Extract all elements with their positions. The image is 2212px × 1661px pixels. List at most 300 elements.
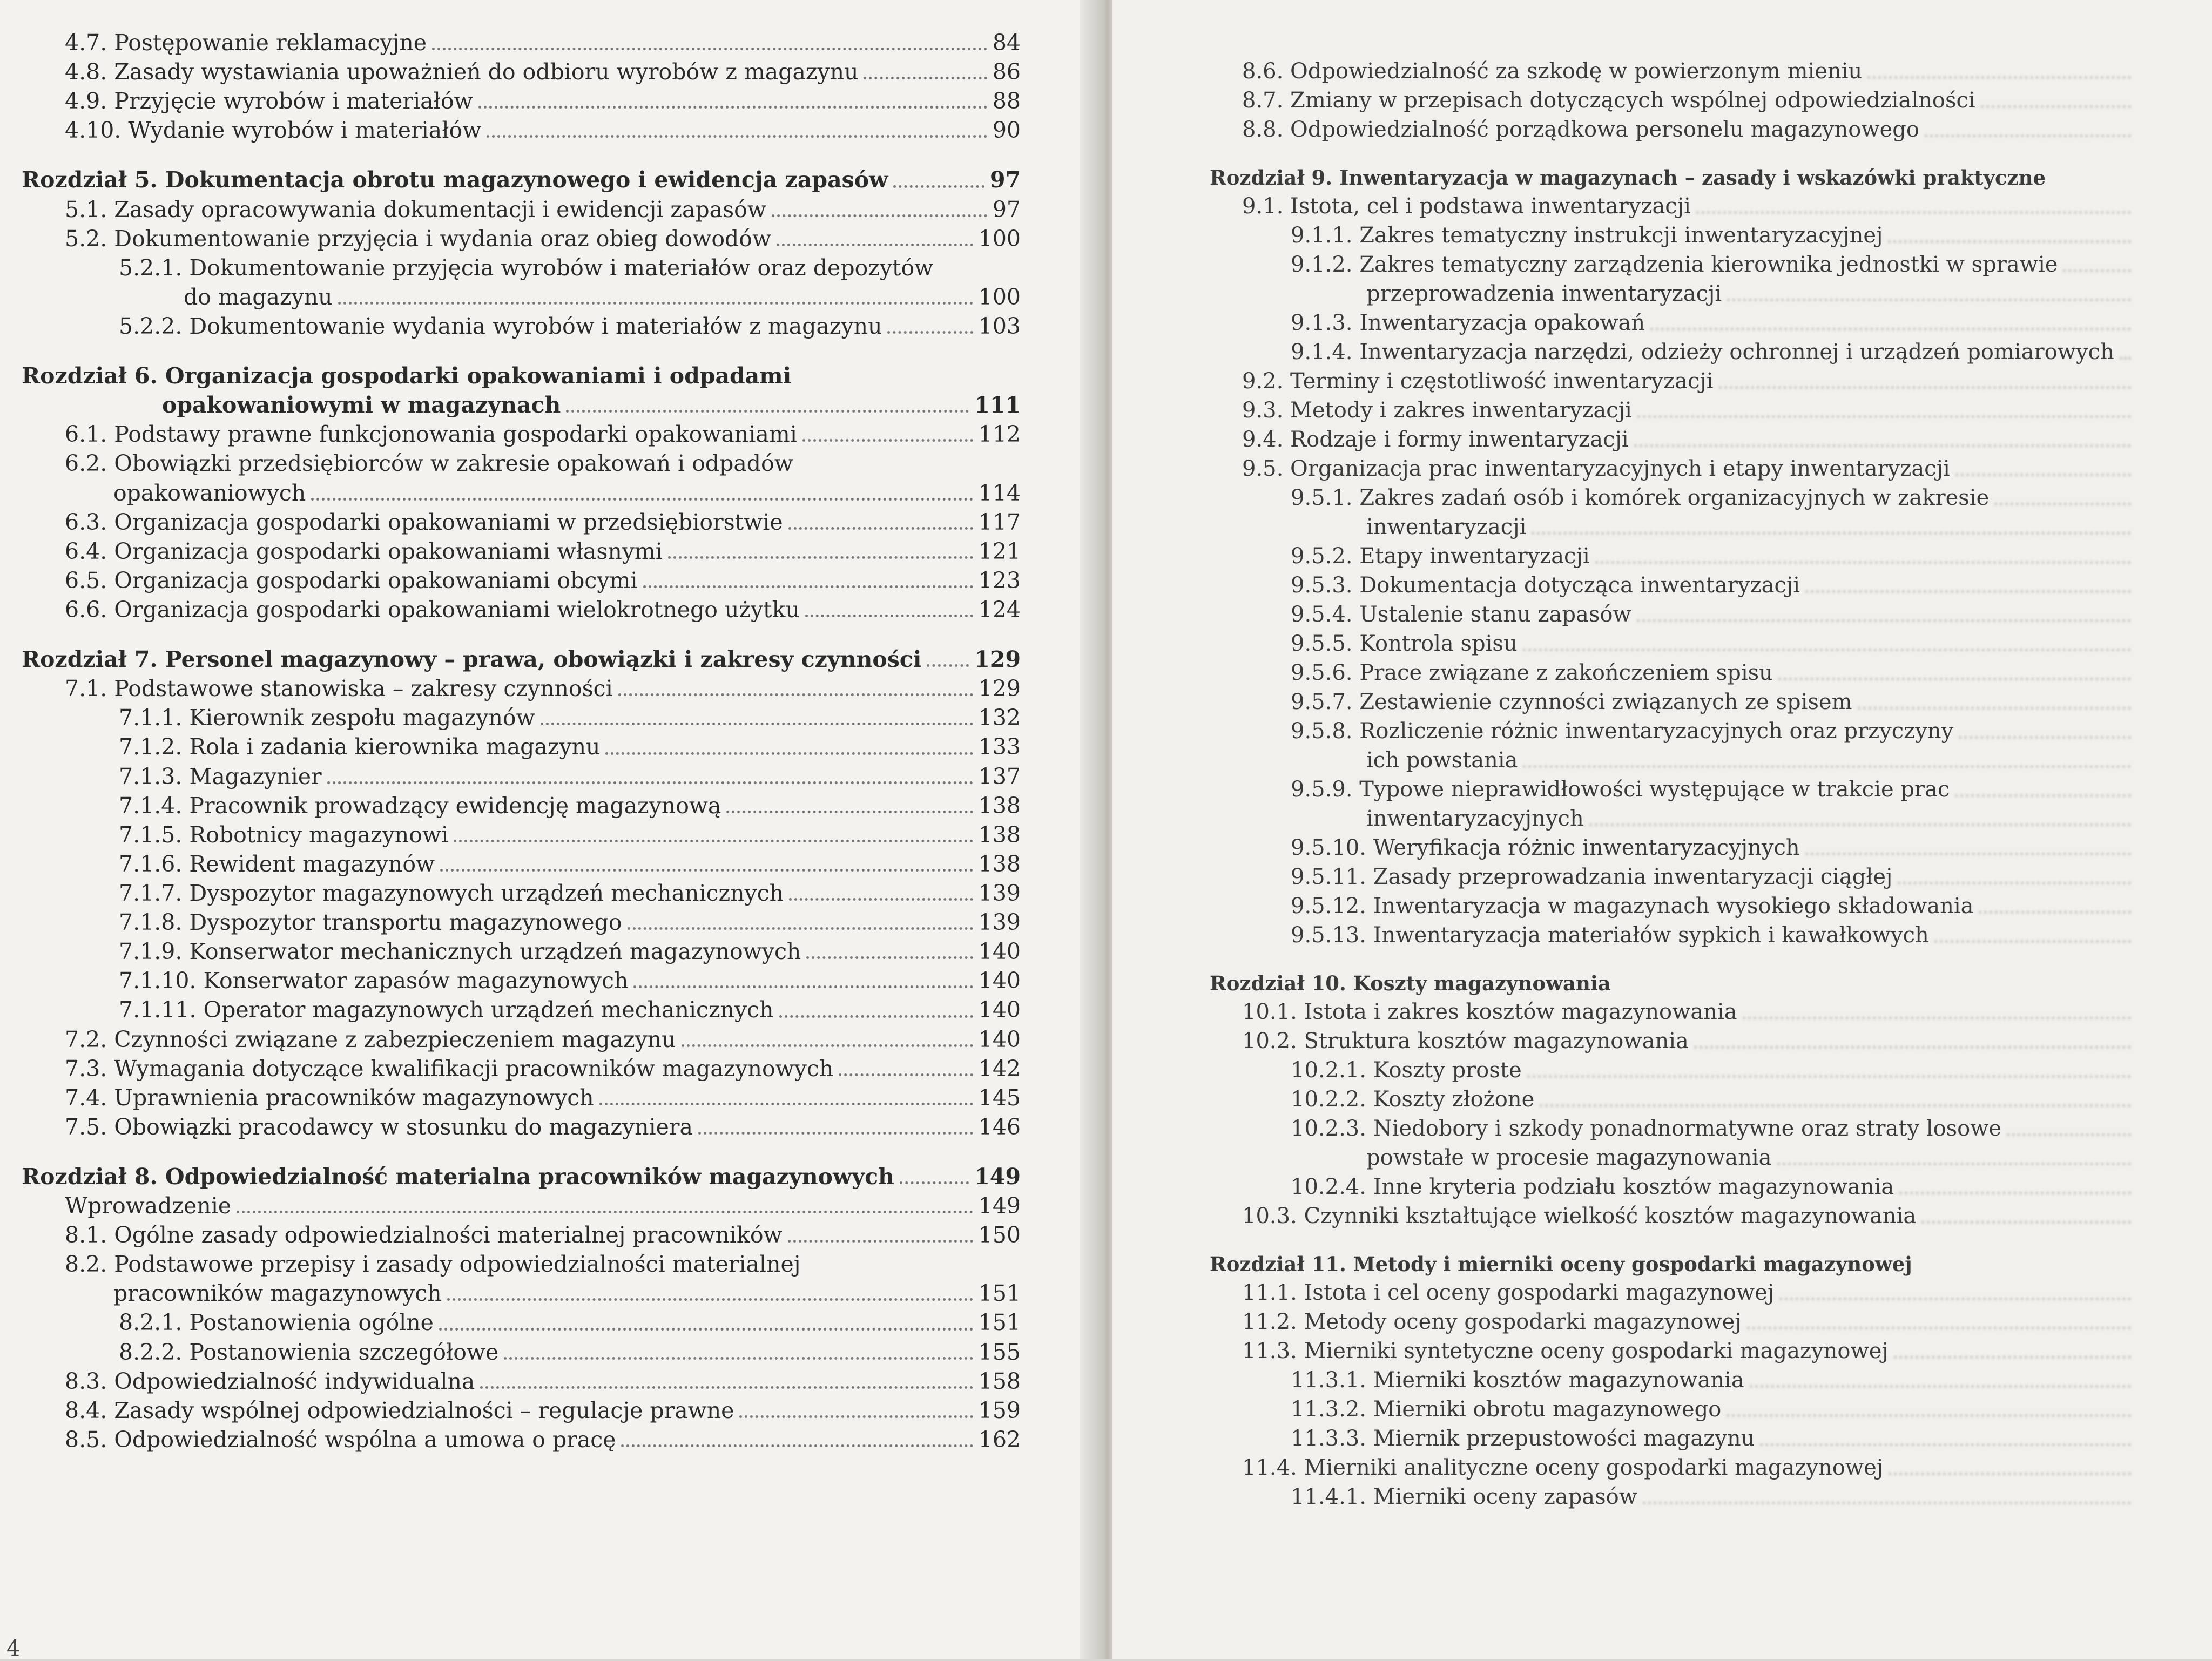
toc-page-number: 151 — [978, 1280, 1021, 1307]
toc-entry-title: 6.5. Organizacja gospodarki opakowaniami obcymi — [65, 567, 638, 593]
dot-leader — [1955, 794, 2131, 797]
toc-entry-title: 8.5. Odpowiedzialność wspólna a umowa o pracę — [65, 1426, 616, 1453]
toc-entry — [1210, 658, 2136, 687]
toc-entry — [1210, 1278, 2136, 1307]
toc-entry-title: 4.8. Zasady wystawiania upoważnień do odbioru wyrobów z magazynu — [65, 59, 859, 85]
dot-leader — [621, 1444, 973, 1447]
dot-leader — [1899, 1192, 2131, 1194]
toc-entry — [1210, 775, 2136, 804]
toc-entry — [22, 57, 1021, 86]
dot-leader — [237, 1211, 973, 1213]
toc-entry — [22, 762, 1021, 791]
toc-entry — [22, 449, 1021, 478]
toc-page-number: 97 — [989, 167, 1021, 193]
dot-leader — [487, 135, 987, 138]
toc-page-number: 149 — [978, 1193, 1021, 1219]
toc-entry-title: 4.7. Postępowanie reklamacyjne — [65, 30, 427, 56]
toc-entry-title: 9.5.2. Etapy inwentaryzacji — [1291, 543, 1590, 569]
toc-entry-title: 9.5.9. Typowe nieprawidłowości występujące w trakcie prac — [1291, 777, 1950, 802]
toc-entry-title: opakowaniowymi w magazynach — [162, 392, 561, 418]
dot-leader — [887, 331, 973, 334]
right-toc-list — [1210, 57, 2136, 1511]
toc-entry — [22, 1025, 1021, 1054]
dot-leader — [927, 664, 969, 667]
toc-entry-title: 9.5.6. Prace związane z zakończeniem spisu — [1291, 660, 1773, 685]
toc-page-number: 145 — [978, 1084, 1021, 1111]
toc-entry — [1210, 1482, 2136, 1511]
toc-entry-title: 9.1. Istota, cel i podstawa inwentaryzacji — [1242, 193, 1691, 219]
toc-entry — [1210, 454, 2136, 483]
dot-leader — [806, 956, 973, 959]
toc-entry — [22, 116, 1021, 145]
dot-leader — [698, 1132, 973, 1135]
dot-leader — [1777, 1163, 2131, 1165]
toc-entry-title: przeprowadzenia inwentaryzacji — [1366, 281, 1722, 306]
toc-entry-title: 10.2. Struktura kosztów magazynowania — [1242, 1028, 1689, 1054]
toc-entry — [1210, 629, 2136, 658]
dot-leader — [1955, 474, 2131, 476]
toc-entry-title: Rozdział 11. Metody i mierniki oceny gospodarki magazynowej — [1210, 1252, 1912, 1276]
toc-page-number: 129 — [974, 646, 1021, 673]
toc-entry-title: 9.5.13. Inwentaryzacja materiałów sypkich i kawałkowych — [1291, 922, 1929, 948]
toc-chapter-entry — [1210, 1251, 2136, 1278]
dot-leader — [338, 302, 973, 305]
toc-entry-title: pracowników magazynowych — [113, 1280, 442, 1307]
toc-entry-title: 9.1.1. Zakres tematyczny instrukcji inwentaryzacyjnej — [1291, 222, 1883, 248]
dot-leader — [788, 1240, 973, 1243]
right-page — [1112, 0, 2212, 1659]
toc-entry — [22, 28, 1021, 57]
toc-chapter-entry — [22, 165, 1021, 194]
toc-entry-title: 7.1.10. Konserwator zapasów magazynowych — [119, 968, 629, 994]
toc-entry-title: 8.2. Podstawowe przepisy i zasady odpowiedzialności materialnej — [65, 1251, 801, 1278]
toc-entry-title: 11.3.3. Miernik przepustowości magazynu — [1291, 1426, 1755, 1451]
toc-entry — [22, 478, 1021, 508]
toc-entry — [22, 1054, 1021, 1083]
toc-page-number: 90 — [992, 117, 1021, 144]
toc-entry — [22, 312, 1021, 341]
dot-leader — [633, 985, 973, 988]
dot-leader — [1694, 1046, 2131, 1049]
toc-entry — [1210, 862, 2136, 892]
toc-entry-title: 9.5.3. Dokumentacja dotycząca inwentaryzacji — [1291, 572, 1800, 598]
toc-page-number: 132 — [978, 705, 1021, 731]
toc-entry-title: 9.3. Metody i zakres inwentaryzacji — [1242, 397, 1632, 423]
toc-entry — [1210, 1395, 2136, 1424]
dot-leader — [1643, 1502, 2131, 1504]
toc-entry-title: Rozdział 8. Odpowiedzialność materialna pracowników magazynowych — [22, 1163, 894, 1190]
dot-leader — [1858, 707, 2131, 710]
toc-entry-title: Rozdział 5. Dokumentacja obrotu magazynowego i ewidencja zapasów — [22, 167, 888, 193]
dot-leader — [1637, 415, 2131, 418]
toc-entry — [22, 849, 1021, 879]
toc-entry-title: 9.5. Organizacja prac inwentaryzacyjnych i etapy inwentaryzacji — [1242, 456, 1950, 481]
dot-leader — [1532, 532, 2131, 535]
toc-entry-title: powstałe w procesie magazynowania — [1366, 1145, 1772, 1170]
toc-chapter-entry — [22, 1162, 1021, 1191]
dot-leader — [900, 1181, 969, 1184]
toc-entry — [22, 1279, 1021, 1308]
toc-entry — [22, 1191, 1021, 1220]
toc-entry — [1210, 57, 2136, 86]
toc-entry-title: 11.4. Mierniki analityczne oceny gospodarki magazynowej — [1242, 1455, 1884, 1480]
toc-page-number: 138 — [978, 850, 1021, 877]
toc-entry — [1210, 425, 2136, 454]
toc-entry-title: 11.4.1. Mierniki oceny zapasów — [1291, 1484, 1637, 1509]
toc-entry-title: 6.4. Organizacja gospodarki opakowaniami własnymi — [65, 538, 663, 564]
toc-entry-title: Wprowadzenie — [65, 1193, 232, 1219]
toc-entry — [22, 1250, 1021, 1279]
toc-entry-title: 8.7. Zmiany w przepisach dotyczących wspólnej odpowiedzialności — [1242, 88, 1975, 113]
toc-entry — [22, 879, 1021, 908]
toc-page-number: 159 — [978, 1397, 1021, 1423]
toc-entry-title: 7.1.4. Pracownik prowadzący ewidencję magazynową — [119, 792, 721, 819]
toc-entry — [1210, 1366, 2136, 1395]
dot-leader — [726, 811, 973, 813]
dot-leader — [1925, 134, 2131, 137]
toc-page-number: 103 — [978, 313, 1021, 339]
toc-entry — [1210, 115, 2136, 144]
toc-entry-title: 5.1. Zasady opracowywania dokumentacji i ewidencji zapasów — [65, 196, 766, 222]
toc-entry-title: 11.1. Istota i cel oceny gospodarki magazynowej — [1242, 1280, 1775, 1305]
toc-entry — [1210, 1114, 2136, 1143]
dot-leader — [618, 693, 973, 696]
toc-entry — [22, 995, 1021, 1024]
left-page-number: 4 — [6, 1636, 21, 1661]
dot-leader — [739, 1415, 973, 1418]
toc-page-number: 88 — [992, 88, 1021, 114]
toc-entry-title: Rozdział 10. Koszty magazynowania — [1210, 971, 1611, 995]
toc-page-number: 137 — [978, 763, 1021, 789]
dot-leader — [1805, 590, 2131, 593]
toc-entry — [22, 791, 1021, 820]
dot-leader — [805, 615, 973, 617]
toc-entry-title: opakowaniowych — [113, 480, 306, 506]
dot-leader — [1540, 1104, 2131, 1107]
toc-entry-title: 11.2. Metody oceny gospodarki magazynowej — [1242, 1309, 1742, 1334]
dot-leader — [1743, 1017, 2131, 1019]
toc-entry — [1210, 483, 2136, 512]
toc-page-number: 155 — [978, 1339, 1021, 1365]
dot-leader — [628, 927, 973, 930]
toc-page-number: 146 — [978, 1113, 1021, 1140]
toc-page-number: 140 — [978, 1026, 1021, 1052]
dot-leader — [893, 185, 984, 188]
toc-entry-title: 7.1.11. Operator magazynowych urządzeń mechanicznych — [119, 997, 774, 1023]
toc-entry-title: 11.3.1. Mierniki kosztów magazynowania — [1291, 1367, 1744, 1393]
toc-entry-title: 7.1.2. Rola i zadania kierownika magazynu — [119, 734, 601, 760]
toc-entry — [1210, 746, 2136, 775]
toc-entry-title: 11.3. Mierniki syntetyczne oceny gospodarki magazynowej — [1242, 1338, 1889, 1363]
toc-entry-title: 8.6. Odpowiedzialność za szkodę w powierzonym mieniu — [1242, 59, 1863, 84]
dot-leader — [454, 840, 973, 842]
toc-entry-title: 6.3. Organizacja gospodarki opakowaniami w przedsiębiorstwie — [65, 509, 783, 535]
toc-page-number: 138 — [978, 792, 1021, 819]
toc-entry — [22, 732, 1021, 761]
toc-entry-title: 10.2.4. Inne kryteria podziału kosztów magazynowania — [1291, 1174, 1894, 1199]
toc-entry-title: 10.2.3. Niedobory i szkody ponadnormatywne oraz straty losowe — [1291, 1116, 2002, 1141]
dot-leader — [1921, 1221, 2131, 1224]
toc-page-number: 112 — [978, 421, 1021, 448]
dot-leader — [1750, 1385, 2131, 1388]
toc-entry-title: 8.2.2. Postanowienia szczegółowe — [119, 1339, 499, 1365]
toc-entry — [22, 86, 1021, 116]
toc-page-number: 139 — [978, 909, 1021, 936]
toc-entry-title: 6.1. Podstawy prawne funkcjonowania gospodarki opakowaniami — [65, 421, 797, 448]
toc-entry-title: 9.5.12. Inwentaryzacja w magazynach wysokiego składowania — [1291, 893, 1974, 919]
toc-entry — [1210, 279, 2136, 308]
toc-entry — [1210, 337, 2136, 367]
toc-page-number: 158 — [978, 1368, 1021, 1394]
dot-leader — [1888, 240, 2131, 243]
toc-entry-title: 7.1.7. Dyspozytor magazynowych urządzeń mechanicznych — [119, 880, 784, 906]
toc-entry-title: 8.2.1. Postanowienia ogólne — [119, 1309, 434, 1336]
toc-entry — [1210, 997, 2136, 1027]
toc-entry — [1210, 1056, 2136, 1085]
dot-leader — [447, 1298, 973, 1301]
dot-leader — [779, 1015, 973, 1018]
toc-entry — [22, 224, 1021, 253]
left-toc-list — [22, 28, 1021, 1454]
toc-entry — [22, 195, 1021, 224]
dot-leader — [668, 556, 973, 559]
toc-entry-title: 5.2.1. Dokumentowanie przyjęcia wyrobów i materiałów oraz depozytów — [119, 254, 934, 281]
dot-leader — [1523, 649, 2131, 651]
toc-entry-title: 9.5.5. Kontrola spisu — [1291, 631, 1518, 656]
dot-leader — [1898, 882, 2131, 884]
dot-leader — [2007, 1133, 2131, 1136]
toc-chapter-entry — [22, 361, 1021, 390]
toc-entry-title: 8.3. Odpowiedzialność indywidualna — [65, 1368, 475, 1394]
toc-entry — [1210, 250, 2136, 279]
toc-page-number: 114 — [978, 480, 1021, 506]
toc-page-number: 140 — [978, 938, 1021, 965]
toc-entry-title: do magazynu — [184, 283, 333, 310]
dot-leader — [1595, 561, 2131, 564]
dot-leader — [772, 214, 987, 217]
dot-leader — [1634, 444, 2131, 447]
dot-leader — [802, 439, 973, 442]
dot-leader — [1934, 940, 2131, 943]
toc-entry — [22, 566, 1021, 595]
toc-entry — [22, 253, 1021, 282]
dot-leader — [1981, 105, 2131, 108]
toc-entry — [1210, 396, 2136, 425]
toc-entry-title: 6.6. Organizacja gospodarki opakowaniami wielokrotnego użytku — [65, 596, 800, 623]
toc-entry — [22, 966, 1021, 995]
dot-leader — [1727, 299, 2131, 301]
toc-entry — [1210, 921, 2136, 950]
dot-leader — [1589, 823, 2131, 826]
toc-page-number: 111 — [974, 392, 1021, 418]
toc-entry — [1210, 221, 2136, 250]
toc-page-number: 97 — [992, 196, 1021, 222]
toc-entry — [22, 1425, 1021, 1454]
dot-leader — [1779, 1298, 2131, 1300]
dot-leader — [1889, 1473, 2131, 1475]
toc-entry — [22, 820, 1021, 849]
dot-leader — [478, 106, 987, 109]
dot-leader — [439, 1328, 973, 1331]
toc-page-number: 100 — [978, 225, 1021, 252]
dot-leader — [1760, 1443, 2131, 1446]
toc-page-number: 140 — [978, 968, 1021, 994]
toc-page-number: 86 — [992, 59, 1021, 85]
toc-page-number: 162 — [978, 1426, 1021, 1453]
toc-entry — [1210, 833, 2136, 862]
toc-entry — [22, 1367, 1021, 1396]
toc-entry — [1210, 892, 2136, 921]
toc-page-number: 151 — [978, 1309, 1021, 1336]
toc-entry-title: 7.1.6. Rewident magazynów — [119, 850, 435, 877]
toc-page-number: 100 — [978, 283, 1021, 310]
dot-leader — [566, 410, 969, 413]
toc-page-number: 129 — [978, 676, 1021, 702]
dot-leader — [789, 898, 973, 901]
dot-leader — [327, 781, 973, 784]
toc-entry — [22, 1083, 1021, 1112]
dot-leader — [1696, 211, 2131, 214]
toc-page-number: 124 — [978, 596, 1021, 623]
toc-page-number: 133 — [978, 734, 1021, 760]
toc-entry-title: 4.9. Przyjęcie wyrobów i materiałów — [65, 88, 473, 114]
toc-entry — [1210, 1085, 2136, 1114]
dot-leader — [1523, 765, 2131, 768]
dot-leader — [311, 498, 973, 501]
toc-entry — [1210, 1201, 2136, 1231]
toc-entry — [1210, 600, 2136, 629]
toc-entry-title: 8.4. Zasady wspólnej odpowiedzialności – regulacje prawne — [65, 1397, 734, 1423]
toc-entry — [1210, 1307, 2136, 1336]
toc-entry-title: 7.1.1. Kierownik zespołu magazynów — [119, 705, 535, 731]
dot-leader — [1650, 328, 2131, 330]
toc-entry — [1210, 542, 2136, 571]
toc-entry-title: 9.5.7. Zestawienie czynności związanych ze spisem — [1291, 689, 1852, 714]
toc-entry — [1210, 571, 2136, 600]
toc-entry — [1210, 1143, 2136, 1172]
dot-leader — [2120, 357, 2131, 360]
toc-entry-title: 7.1.8. Dyspozytor transportu magazynowego — [119, 909, 622, 936]
toc-entry-title: 5.2. Dokumentowanie przyjęcia i wydania oraz obieg dowodów — [65, 225, 772, 252]
dot-leader — [432, 48, 987, 50]
toc-chapter-entry — [22, 645, 1021, 674]
toc-entry — [1210, 687, 2136, 717]
toc-chapter-entry — [1210, 165, 2136, 192]
toc-entry-title: 7.2. Czynności związane z zabezpieczeniem magazynu — [65, 1026, 676, 1052]
toc-entry — [1210, 512, 2136, 542]
toc-page-number: 149 — [974, 1163, 1021, 1190]
toc-entry-title: Rozdział 6. Organizacja gospodarki opakowaniami i odpadami — [22, 363, 792, 389]
toc-entry — [1210, 1453, 2136, 1482]
toc-entry-title: Rozdział 9. Inwentaryzacja w magazynach – zasady i wskazówki praktyczne — [1210, 166, 2046, 190]
dot-leader — [541, 723, 973, 725]
toc-entry-title: 9.5.8. Rozliczenie różnic inwentaryzacyjnych oraz przyczyny — [1291, 718, 1954, 744]
toc-entry-title: 9.5.11. Zasady przeprowadzania inwentaryzacji ciągłej — [1291, 864, 1893, 889]
toc-entry — [1210, 1027, 2136, 1056]
dot-leader — [1637, 619, 2131, 622]
toc-entry-title: 6.2. Obowiązki przedsiębiorców w zakresie opakowań i odpadów — [65, 450, 793, 477]
toc-entry-title: 10.2.1. Koszty proste — [1291, 1057, 1522, 1083]
toc-entry — [22, 1308, 1021, 1337]
toc-entry — [22, 1338, 1021, 1367]
dot-leader — [643, 585, 973, 588]
toc-chapter-entry — [1210, 970, 2136, 997]
toc-entry — [1210, 86, 2136, 115]
dot-leader — [1994, 503, 2131, 505]
dot-leader — [480, 1386, 973, 1389]
toc-page-number: 121 — [978, 538, 1021, 564]
dot-leader — [1719, 386, 2131, 389]
dot-leader — [1747, 1327, 2131, 1329]
toc-entry-title: ich powstania — [1366, 747, 1518, 773]
dot-leader — [2063, 269, 2131, 272]
toc-entry-title: 8.1. Ogólne zasady odpowiedzialności materialnej pracowników — [65, 1222, 783, 1248]
toc-entry — [1210, 308, 2136, 337]
toc-entry-title: 5.2.2. Dokumentowanie wydania wyrobów i materiałów z magazynu — [119, 313, 882, 339]
toc-entry-title: 9.1.3. Inwentaryzacja opakowań — [1291, 310, 1645, 335]
toc-entry-title: 11.3.2. Mierniki obrotu magazynowego — [1291, 1396, 1722, 1422]
toc-entry — [22, 937, 1021, 966]
toc-entry — [22, 1112, 1021, 1142]
toc-entry-title: 7.1.3. Magazynier — [119, 763, 322, 789]
toc-entry-title: 9.5.4. Ustalenie stanu zapasów — [1291, 602, 1631, 627]
toc-page-number: 142 — [978, 1055, 1021, 1082]
toc-entry-title: Rozdział 7. Personel magazynowy – prawa, obowiązki i zakresy czynności — [22, 646, 922, 673]
toc-page-number: 139 — [978, 880, 1021, 906]
dot-leader — [1894, 1356, 2131, 1359]
toc-entry — [1210, 717, 2136, 746]
toc-entry — [22, 908, 1021, 937]
toc-entry — [22, 1220, 1021, 1250]
toc-entry — [1210, 192, 2136, 221]
dot-leader — [440, 869, 973, 872]
toc-entry-title: 7.1.5. Robotnicy magazynowi — [119, 821, 449, 848]
toc-page-number: 150 — [978, 1222, 1021, 1248]
dot-leader — [1527, 1075, 2131, 1078]
toc-page-number: 117 — [978, 509, 1021, 535]
dot-leader — [504, 1357, 973, 1360]
left-page — [0, 0, 1102, 1659]
toc-entry-title: 7.5. Obowiązki pracodawcy w stosunku do magazyniera — [65, 1113, 693, 1140]
dot-leader — [1867, 76, 2131, 79]
toc-entry-title: 9.2. Terminy i częstotliwość inwentaryzacji — [1242, 368, 1714, 394]
toc-entry — [1210, 1336, 2136, 1366]
toc-entry-title: 10.1. Istota i zakres kosztów magazynowania — [1242, 999, 1737, 1024]
dot-leader — [864, 77, 987, 79]
toc-entry-title: 9.5.1. Zakres zadań osób i komórek organizacyjnych w zakresie — [1291, 485, 1990, 510]
toc-entry-title: inwentaryzacyjnych — [1366, 806, 1584, 831]
dot-leader — [1805, 853, 2131, 855]
toc-entry-title: 7.4. Uprawnienia pracowników magazynowych — [65, 1084, 594, 1111]
toc-page-number: 138 — [978, 821, 1021, 848]
dot-leader — [1979, 911, 2131, 914]
toc-page-number: 123 — [978, 567, 1021, 593]
toc-entry-title: 10.2.2. Koszty złożone — [1291, 1086, 1535, 1112]
toc-entry — [22, 508, 1021, 537]
dot-leader — [1727, 1414, 2131, 1417]
toc-entry — [1210, 1424, 2136, 1453]
toc-entry-title: 9.1.2. Zakres tematyczny zarządzenia kierownika jednostki w sprawie — [1291, 252, 2058, 277]
toc-entry-title: 9.4. Rodzaje i formy inwentaryzacji — [1242, 427, 1629, 452]
dot-leader — [1959, 736, 2131, 739]
toc-page-number: 84 — [992, 30, 1021, 56]
toc-entry — [22, 1396, 1021, 1425]
toc-chapter-entry — [22, 390, 1021, 420]
toc-entry-title: inwentaryzacji — [1366, 514, 1527, 539]
toc-entry-title: 10.3. Czynniki kształtujące wielkość kosztów magazynowania — [1242, 1203, 1917, 1228]
toc-entry-title: 8.8. Odpowiedzialność porządkowa personelu magazynowego — [1242, 117, 1919, 142]
toc-entry — [22, 537, 1021, 566]
